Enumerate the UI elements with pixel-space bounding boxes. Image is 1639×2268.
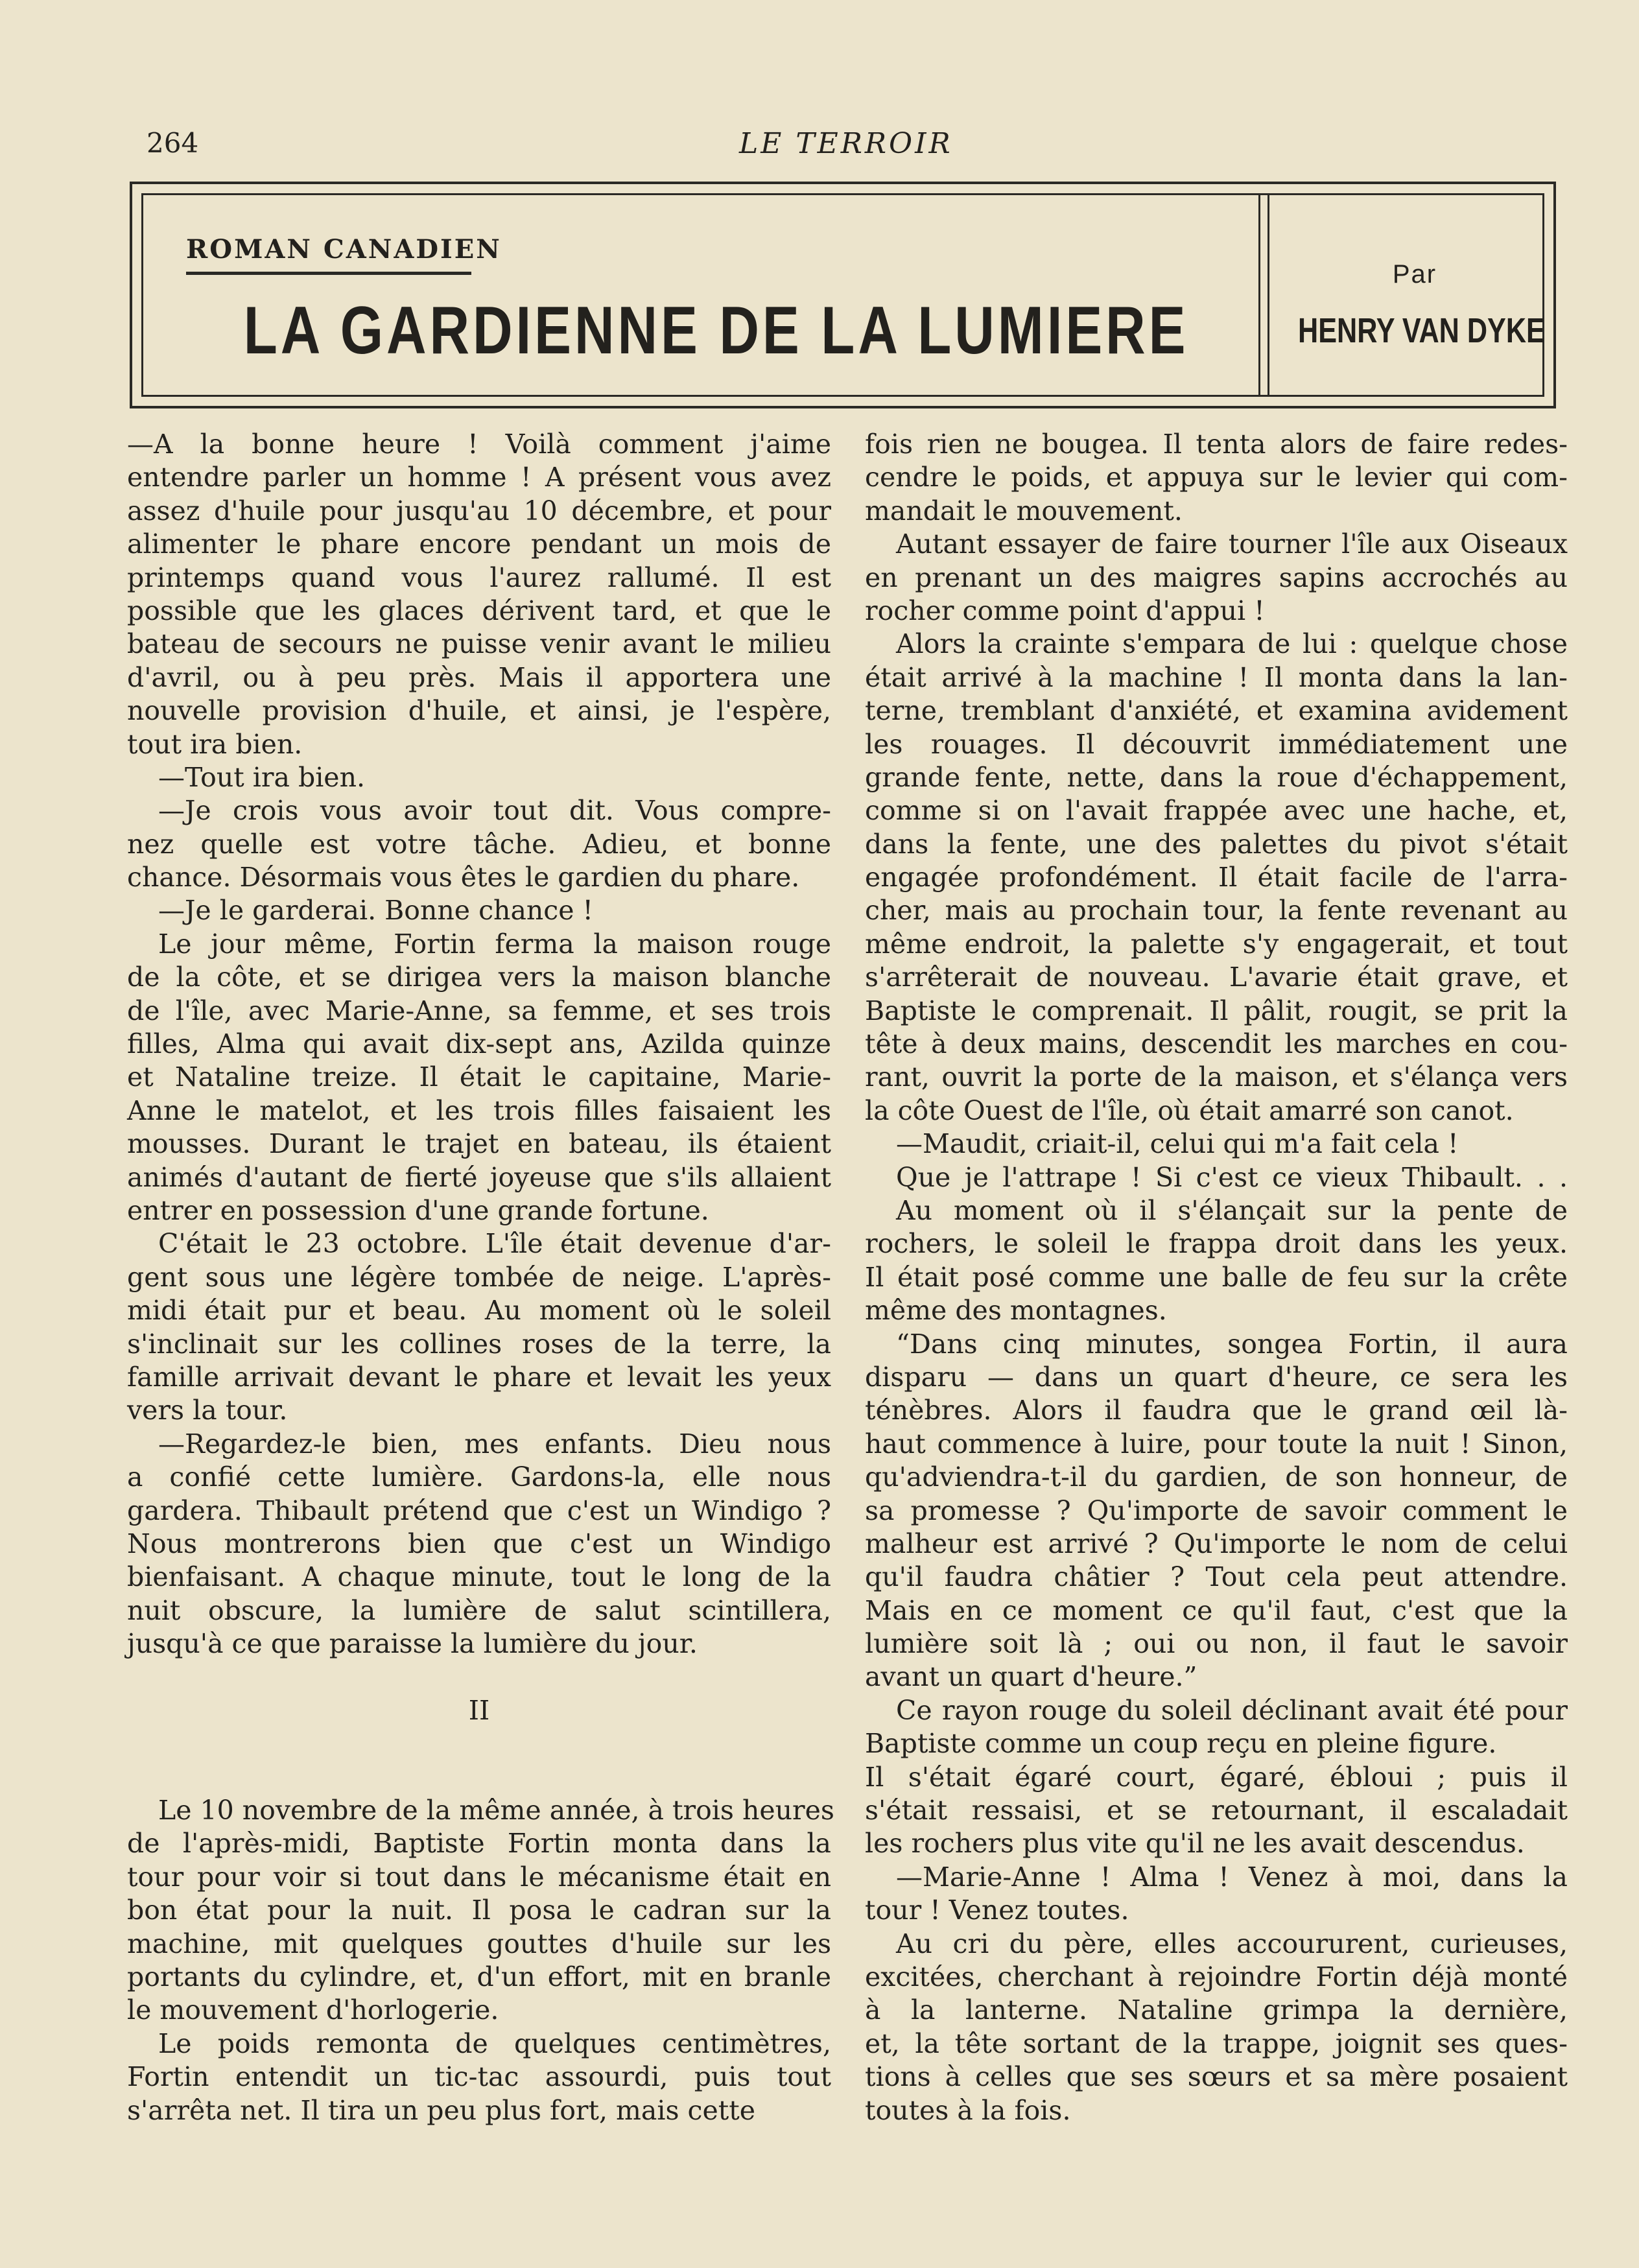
text-line: grande fente, nette, dans la roue d'échappement, bbox=[865, 761, 1568, 793]
text-line: C'était le 23 octobre. L'île était devenue d'ar- bbox=[158, 1228, 831, 1260]
text-line: rocher comme point d'appui ! bbox=[865, 595, 1265, 626]
text-line: Au moment où il s'élançait sur la pente de bbox=[896, 1194, 1568, 1226]
text-line: même endroit, la palette s'y engagerait, et tout bbox=[865, 928, 1568, 960]
text-column-right bbox=[865, 428, 1568, 2127]
text-line: a confié cette lumière. Gardons-la, elle nous bbox=[127, 1461, 831, 1493]
text-line: était arrivé à la machine ! Il monta dans la lan- bbox=[865, 661, 1568, 693]
journal-title: LE TERROIR bbox=[739, 127, 953, 160]
text-line: Autant essayer de faire tourner l'île aux Oiseaux bbox=[896, 528, 1568, 560]
text-line: ténèbres. Alors il faudra que le grand œil là- bbox=[865, 1395, 1568, 1426]
text-line: mousses. Durant le trajet en bateau, ils étaient bbox=[127, 1128, 831, 1160]
text-line: bienfaisant. A chaque minute, tout le long de la bbox=[127, 1561, 831, 1593]
text-line: avant un quart d'heure.” bbox=[865, 1661, 1197, 1693]
text-line: et, la tête sortant de la trappe, joignit ses ques- bbox=[865, 2027, 1568, 2059]
text-column-left bbox=[127, 428, 834, 2127]
text-line: tête à deux mains, descendit les marches en cou- bbox=[865, 1028, 1568, 1060]
text-line: Le jour même, Fortin ferma la maison rouge bbox=[158, 928, 831, 960]
text-line: s'était ressaisi, et se retournant, il escaladait bbox=[865, 1795, 1568, 1826]
text-line: d'avril, ou à peu près. Mais il apportera une bbox=[127, 661, 831, 693]
section-kicker: ROMAN CANADIEN bbox=[186, 234, 502, 265]
text-line: Fortin entendit un tic-tac assourdi, puis tout bbox=[127, 2061, 831, 2093]
text-line: de l'île, avec Marie-Anne, sa femme, et ses trois bbox=[127, 995, 831, 1026]
text-line: Au cri du père, elles accoururent, curieuses, bbox=[896, 1928, 1568, 1959]
text-line: nuit obscure, la lumière de salut scintillera, bbox=[127, 1594, 831, 1626]
kicker-underline bbox=[186, 272, 471, 275]
text-line: qu'adviendra-t-il du gardien, de son honneur, de bbox=[865, 1461, 1568, 1493]
text-line: Ce rayon rouge du soleil déclinant avait été pour bbox=[896, 1694, 1568, 1726]
text-line: s'arrêta net. Il tira un peu plus fort, mais cette bbox=[127, 2094, 755, 2126]
text-line: filles, Alma qui avait dix-sept ans, Azilda quinze bbox=[127, 1028, 831, 1060]
text-line: malheur est arrivé ? Qu'importe le nom de celui bbox=[865, 1528, 1568, 1559]
text-line: de l'après-midi, Baptiste Fortin monta dans la bbox=[127, 1828, 831, 1860]
page-number: 264 bbox=[147, 127, 199, 159]
text-line: Alors la crainte s'empara de lui : quelque chose bbox=[896, 628, 1568, 660]
title-divider bbox=[1258, 195, 1260, 395]
text-line: assez d'huile pour jusqu'au 10 décembre, et pour bbox=[127, 495, 831, 526]
text-line: rochers, le soleil le frappa droit dans les yeux. bbox=[865, 1228, 1568, 1260]
text-line: mandait le mouvement. bbox=[865, 495, 1183, 526]
text-line: gardera. Thibault prétend que c'est un Windigo ? bbox=[127, 1494, 831, 1526]
text-line: vers la tour. bbox=[127, 1395, 288, 1426]
text-line: s'arrêterait de nouveau. L'avarie était grave, et bbox=[865, 962, 1568, 993]
text-line: Nous montrerons bien que c'est un Windigo bbox=[127, 1528, 831, 1559]
text-line: et Nataline treize. Il était le capitaine, Marie- bbox=[127, 1061, 831, 1093]
text-line: machine, mit quelques gouttes d'huile sur les bbox=[127, 1928, 831, 1959]
text-line: même des montagnes. bbox=[865, 1295, 1167, 1327]
text-line: —Tout ira bien. bbox=[158, 761, 366, 793]
text-line: Anne le matelot, et les trois filles faisaient les bbox=[127, 1094, 831, 1126]
text-line: disparu — dans un quart d'heure, ce sera les bbox=[865, 1361, 1568, 1393]
text-line: —Marie-Anne ! Alma ! Venez à moi, dans la bbox=[896, 1861, 1568, 1893]
text-line: II bbox=[468, 1694, 490, 1726]
text-line: tions à celles que ses sœurs et sa mère posaient bbox=[865, 2061, 1568, 2093]
text-line bbox=[127, 1727, 831, 1760]
text-line bbox=[127, 1660, 831, 1694]
text-line: Baptiste comme un coup reçu en pleine figure. bbox=[865, 1728, 1497, 1760]
text-line: le mouvement d'horlogerie. bbox=[127, 1994, 499, 2026]
text-line: —Je crois vous avoir tout dit. Vous compre- bbox=[158, 795, 831, 827]
text-line: Il s'était égaré court, égaré, ébloui ; puis il bbox=[865, 1761, 1568, 1793]
text-line: entrer en possession d'une grande fortune. bbox=[127, 1194, 709, 1226]
text-line: en prenant un des maigres sapins accrochés au bbox=[865, 561, 1568, 593]
text-line: de la côte, et se dirigea vers la maison blanche bbox=[127, 962, 831, 993]
byline-author: HENRY VAN DYKE bbox=[1298, 311, 1545, 350]
text-line: Le 10 novembre de la même année, à trois heures bbox=[158, 1795, 834, 1826]
text-line: entendre parler un homme ! A présent vous avez bbox=[127, 462, 831, 493]
text-line: comme si on l'avait frappée avec une hache, et, bbox=[865, 795, 1568, 827]
text-line bbox=[127, 1761, 831, 1794]
text-line: Baptiste le comprenait. Il pâlit, rougit, se prit la bbox=[865, 995, 1568, 1026]
text-line: gent sous une légère tombée de neige. L'après- bbox=[127, 1261, 831, 1293]
text-line: tour ! Venez toutes. bbox=[865, 1895, 1129, 1926]
text-line: dans la fente, une des palettes du pivot s'était bbox=[865, 828, 1568, 860]
text-line: la côte Ouest de l'île, où était amarré son canot. bbox=[865, 1094, 1514, 1126]
article-title: LA GARDIENNE DE LA LUMIERE bbox=[243, 293, 1189, 368]
text-line: terne, tremblant d'anxiété, et examina avidement bbox=[865, 695, 1568, 727]
text-line: —Je le garderai. Bonne chance ! bbox=[158, 895, 594, 927]
text-line: jusqu'à ce que paraisse la lumière du jour. bbox=[127, 1628, 698, 1660]
text-line: possible que les glaces dérivent tard, et que le bbox=[127, 595, 831, 626]
text-line: fois rien ne bougea. Il tenta alors de faire redes- bbox=[865, 429, 1568, 460]
text-line: alimenter le phare encore pendant un mois de bbox=[127, 528, 831, 560]
text-line: animés d'autant de fierté joyeuse que s'ils allaient bbox=[127, 1161, 831, 1193]
title-inner-frame bbox=[141, 193, 1544, 397]
text-line: —A la bonne heure ! Voilà comment j'aime bbox=[127, 429, 831, 460]
text-line: les rochers plus vite qu'il ne les avait descendus. bbox=[865, 1828, 1525, 1860]
text-line: Le poids remonta de quelques centimètres, bbox=[158, 2027, 831, 2059]
text-line: printemps quand vous l'aurez rallumé. Il est bbox=[127, 561, 831, 593]
text-line: Que je l'attrape ! Si c'est ce vieux Thibault. . . bbox=[896, 1161, 1568, 1193]
text-line: rant, ouvrit la porte de la maison, et s'élança vers bbox=[865, 1061, 1568, 1093]
text-line: Mais en ce moment ce qu'il faut, c'est que la bbox=[865, 1594, 1568, 1626]
text-line: portants du cylindre, et, d'un effort, mit en branle bbox=[127, 1961, 831, 1992]
text-line: haut commence à luire, pour toute la nuit ! Sinon, bbox=[865, 1428, 1568, 1459]
text-line: Il était posé comme une balle de feu sur la crête bbox=[865, 1261, 1568, 1293]
text-line: —Regardez-le bien, mes enfants. Dieu nous bbox=[158, 1428, 831, 1459]
text-line: cendre le poids, et appuya sur le levier qui com- bbox=[865, 462, 1568, 493]
text-line: sa promesse ? Qu'importe de savoir comment le bbox=[865, 1494, 1568, 1526]
text-line: chance. Désormais vous êtes le gardien du phare. bbox=[127, 862, 800, 893]
text-line: s'inclinait sur les collines roses de la terre, la bbox=[127, 1328, 831, 1360]
text-line: lumière soit là ; oui ou non, il faut le savoir bbox=[865, 1628, 1568, 1660]
byline-par: Par bbox=[1392, 260, 1437, 289]
title-divider bbox=[1268, 195, 1269, 395]
text-line: tout ira bien. bbox=[127, 728, 303, 760]
text-line: famille arrivait devant le phare et levait les yeux bbox=[127, 1361, 831, 1393]
text-line: bateau de secours ne puisse venir avant le milieu bbox=[127, 628, 831, 660]
text-line: nez quelle est votre tâche. Adieu, et bonne bbox=[127, 828, 831, 860]
text-line: tour pour voir si tout dans le mécanisme était en bbox=[127, 1861, 831, 1893]
text-line: —Maudit, criait-il, celui qui m'a fait cela ! bbox=[896, 1128, 1459, 1160]
text-line: “Dans cinq minutes, songea Fortin, il aura bbox=[896, 1328, 1568, 1360]
text-line: cher, mais au prochain tour, la fente revenant au bbox=[865, 895, 1568, 927]
text-line: bon état pour la nuit. Il posa le cadran sur la bbox=[127, 1895, 831, 1926]
text-line: qu'il faudra châtier ? Tout cela peut attendre. bbox=[865, 1561, 1568, 1593]
running-head bbox=[0, 127, 1639, 166]
text-line: à la lanterne. Nataline grimpa la dernière, bbox=[865, 1994, 1568, 2026]
text-line: midi était pur et beau. Au moment où le soleil bbox=[127, 1295, 831, 1327]
text-line: les rouages. Il découvrit immédiatement une bbox=[865, 728, 1568, 760]
text-line: toutes à la fois. bbox=[865, 2094, 1071, 2126]
text-line: nouvelle provision d'huile, et ainsi, je l'espère, bbox=[127, 695, 831, 727]
title-frame bbox=[130, 182, 1556, 408]
text-line: excitées, cherchant à rejoindre Fortin déjà monté bbox=[865, 1961, 1568, 1992]
text-line: engagée profondément. Il était facile de l'arra- bbox=[865, 862, 1568, 893]
